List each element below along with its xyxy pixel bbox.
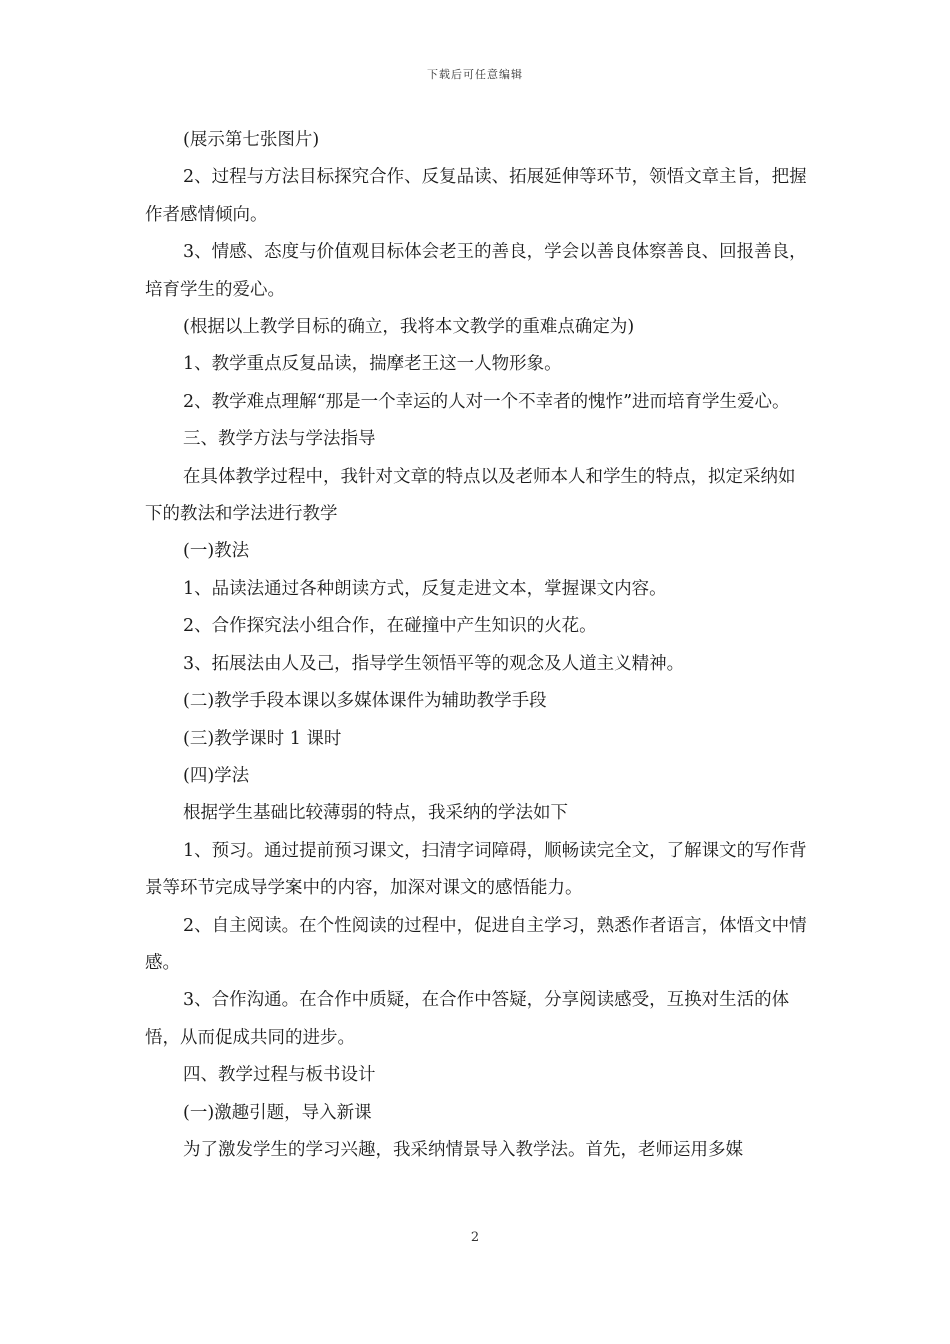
- paragraph: 三、教学方法与学法指导: [183, 429, 376, 450]
- paragraph: 2、过程与方法目标探究合作、反复品读、拓展延伸等环节，领悟文章主旨，把握作者感情倾向。: [145, 167, 807, 225]
- paragraph: 四、教学过程与板书设计: [183, 1065, 376, 1086]
- paragraph: 3、合作沟通。在合作中质疑，在合作中答疑，分享阅读感受，互换对生活的体悟，从而促成共同的进步。: [145, 990, 790, 1048]
- paragraph: 根据学生基础比较薄弱的特点，我采纳的学法如下: [183, 803, 568, 824]
- paragraph: 2、教学难点理解“那是一个幸运的人对一个不幸者的愧怍”进而培育学生爱心。: [183, 391, 790, 412]
- paragraph: 2、合作探究法小组合作，在碰撞中产生知识的火花。: [183, 616, 597, 637]
- paragraph: (一)激趣引题，导入新课: [183, 1102, 372, 1123]
- paragraph: 3、拓展法由人及己，指导学生领悟平等的观念及人道主义精神。: [183, 653, 685, 674]
- paragraph: (二)教学手段本课以多媒体课件为辅助教学手段: [183, 691, 547, 712]
- paragraph: 为了激发学生的学习兴趣，我采纳情景导入教学法。首先，老师运用多媒: [183, 1139, 743, 1160]
- document-body: [145, 122, 810, 1169]
- paragraph: 2、自主阅读。在个性阅读的过程中，促进自主学习，熟悉作者语言，体悟文中情感。: [145, 915, 807, 973]
- paragraph: 1、品读法通过各种朗读方式，反复走进文本，掌握课文内容。: [183, 578, 667, 599]
- paragraph: (三)教学课时 1 课时: [183, 728, 342, 749]
- paragraph: (根据以上教学目标的确立，我将本文教学的重难点确定为): [183, 317, 635, 338]
- paragraph: (展示第七张图片): [183, 130, 320, 150]
- page-number: 2: [470, 1230, 480, 1245]
- paragraph: 1、预习。通过提前预习课文，扫清字词障碍，顺畅读完全文，了解课文的写作背景等环节完成导学案中的内容，加深对课文的感悟能力。: [145, 840, 807, 899]
- paragraph: (一)教法: [183, 541, 250, 562]
- paragraph: 在具体教学过程中，我针对文章的特点以及老师本人和学生的特点，拟定采纳如下的教法和学法进行教学: [145, 466, 796, 525]
- paragraph: (四)学法: [183, 765, 250, 786]
- paragraph: 1、教学重点反复品读，揣摩老王这一人物形象。: [183, 354, 562, 375]
- paragraph: 3、情感、态度与价值观目标体会老王的善良，学会以善良体察善良、回报善良，培育学生的爱心。: [145, 242, 807, 300]
- page-header: 下载后可任意编辑: [427, 68, 523, 81]
